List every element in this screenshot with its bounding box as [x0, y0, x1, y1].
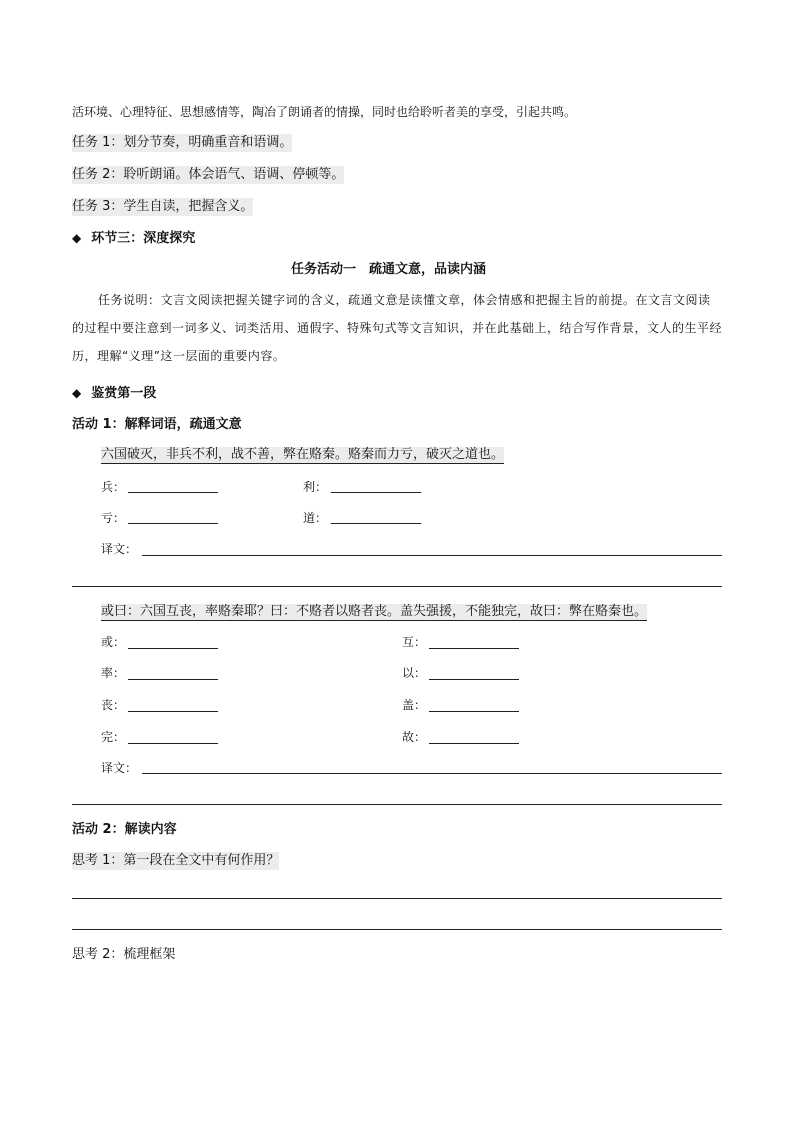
quote-1-text: 六国破灭，非兵不利，战不善，弊在赂秦。赂秦而力亏，破灭之道也。 [101, 447, 505, 462]
word-label-hu: 互： [402, 635, 427, 649]
activity2-title: 活动 2：解读内容 [72, 822, 177, 837]
blank-yi[interactable] [429, 679, 519, 680]
word-label-li: 利： [303, 480, 328, 494]
answer-line[interactable] [72, 586, 722, 587]
translation-blank-1[interactable] [142, 555, 722, 556]
intro-line: 活环境、心理特征、思想感情等，陶冶了朗诵者的情操，同时也给聆听者美的享受，引起共鸣。 [72, 105, 577, 119]
section3-heading [72, 229, 195, 248]
word-label-lv: 率： [101, 666, 126, 680]
word-label-huo: 或： [101, 635, 126, 649]
word-label-gai: 盖： [402, 698, 427, 712]
blank-kui[interactable] [128, 523, 218, 524]
translation-label-1: 译文： [101, 542, 138, 556]
diamond-bullet-icon: ◆ [72, 231, 82, 245]
word-label-dao: 道： [303, 511, 328, 525]
blank-gu[interactable] [429, 743, 519, 744]
translation-blank-2[interactable] [142, 773, 722, 774]
task-2: 任务 2：聆听朗诵。体会语气、语调、停顿等。 [72, 167, 345, 182]
appreciate-heading [72, 384, 156, 403]
blank-dao[interactable] [331, 523, 421, 524]
answer-line[interactable] [72, 929, 722, 930]
blank-lv[interactable] [128, 679, 218, 680]
translation-label-2: 译文： [101, 761, 138, 775]
diamond-bullet-icon: ◆ [72, 386, 82, 400]
activity1-title: 活动 1：解释词语，疏通文意 [72, 417, 242, 432]
task-1: 任务 1：划分节奏，明确重音和语调。 [72, 135, 293, 150]
answer-line[interactable] [72, 898, 722, 899]
quote-2 [101, 603, 647, 621]
blank-bing[interactable] [128, 492, 218, 493]
blank-hu[interactable] [429, 648, 519, 649]
quote-1 [101, 446, 504, 464]
word-label-yi: 以： [402, 666, 427, 680]
word-label-sang: 丧： [101, 698, 126, 712]
blank-wan[interactable] [128, 743, 218, 744]
quote-2-text: 或曰：六国互丧，率赂秦耶？曰：不赂者以赂者丧。盖失强援，不能独完，故曰：弊在赂秦也。 [101, 604, 648, 619]
appreciate-title: 鉴赏第一段 [91, 386, 157, 401]
blank-sang[interactable] [128, 711, 218, 712]
blank-gai[interactable] [429, 711, 519, 712]
answer-line[interactable] [72, 804, 722, 805]
think-1: 思考 1：第一段在全文中有何作用？ [72, 853, 280, 868]
task-description: 任务说明：文言文阅读把握关键字词的含义，疏通文意是读懂文章，体会情感和把握主旨的前提。在文言文阅读的过程中要注意到一词多义、词类活用、通假字、特殊句式等文言知识，并在此基础上，结合写作背景，文人的生平经历，理解“义理”这一层面的重要内容。 [72, 293, 723, 363]
activity-title: 任务活动一 疏通文意，品读内涵 [291, 262, 487, 277]
think-2: 思考 2：梳理框架 [72, 947, 176, 962]
word-label-wan: 完： [101, 730, 126, 744]
blank-huo[interactable] [128, 648, 218, 649]
word-label-kui: 亏： [101, 511, 126, 525]
word-label-gu: 故： [402, 730, 427, 744]
blank-li[interactable] [331, 492, 421, 493]
task-3: 任务 3：学生自读，把握含义。 [72, 199, 254, 214]
section3-title: 环节三：深度探究 [91, 231, 196, 246]
word-label-bing: 兵： [101, 480, 126, 494]
